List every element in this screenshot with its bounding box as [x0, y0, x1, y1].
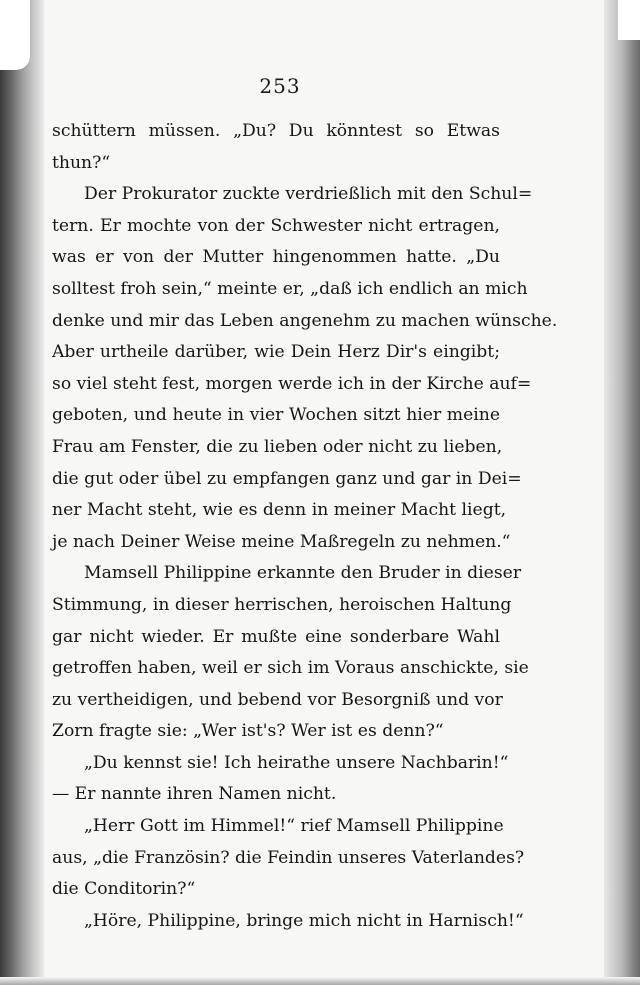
text-line: — Er nannte ihren Namen nicht.: [52, 784, 337, 805]
text-line: je nach Deiner Weise meine Maßregeln zu nehmen.“: [52, 531, 511, 552]
text-line: „Herr Gott im Himmel!“ rief Mamsell Philippine: [84, 816, 504, 837]
text-line: „Du kennst sie! Ich heirathe unsere Nachbarin!“: [84, 752, 509, 773]
text-line: getroffen haben, weil er sich im Voraus anschickte, sie: [52, 658, 529, 679]
text-line: die gut oder übel zu empfangen ganz und gar in Dei=: [52, 468, 522, 489]
text-line: thun?“: [52, 152, 111, 173]
scan-corner: [0, 0, 30, 70]
scan-border-left: [0, 0, 44, 985]
text-line: Mamsell Philippine erkannte den Bruder in dieser: [84, 563, 522, 584]
scan-border-bottom: [0, 977, 640, 985]
text-line: Frau am Fenster, die zu lieben oder nicht zu lieben,: [52, 436, 503, 457]
page-number: 253: [259, 74, 301, 98]
text-line: schüttern müssen. „Du? Du könntest so Etwas: [52, 121, 500, 141]
text-line: Der Prokurator zuckte verdrießlich mit den Schul=: [84, 184, 533, 205]
text-line: solltest froh sein,“ meinte er, „daß ich endlich an mich: [52, 278, 528, 299]
text-line: „Höre, Philippine, bringe mich nicht in Harnisch!“: [84, 910, 524, 931]
text-line: denke und mir das Leben angenehm zu machen wünsche.: [52, 310, 558, 331]
text-line: Stimmung, in dieser herrischen, heroischen Haltung: [52, 594, 512, 615]
text-line: zu vertheidigen, und bebend vor Besorgniß und vor: [52, 689, 503, 710]
text-line: gar nicht wieder. Er mußte eine sonderbare Wahl: [52, 626, 500, 647]
text-line: aus, „die Französin? die Feindin unseres Vaterlandes?: [52, 847, 525, 868]
text-line: Zorn fragte sie: „Wer ist's? Wer ist es denn?“: [52, 721, 444, 742]
text-line: ner Macht steht, wie es denn in meiner Macht liegt,: [52, 500, 507, 521]
text-line: was er von der Mutter hingenommen hatte. „Du: [52, 247, 500, 268]
text-line: geboten, und heute in vier Wochen sitzt hier meine: [52, 405, 500, 426]
scan-corner-right: [618, 0, 640, 40]
text-line: tern. Er mochte von der Schwester nicht ertragen,: [52, 215, 500, 236]
body-text: [52, 116, 558, 937]
scan-border-right: [604, 0, 640, 985]
text-line: die Conditorin?“: [52, 879, 196, 900]
text-line: Aber urtheile darüber, wie Dein Herz Dir's eingibt;: [52, 342, 500, 363]
text-line: so viel steht fest, morgen werde ich in der Kirche auf=: [52, 373, 532, 394]
